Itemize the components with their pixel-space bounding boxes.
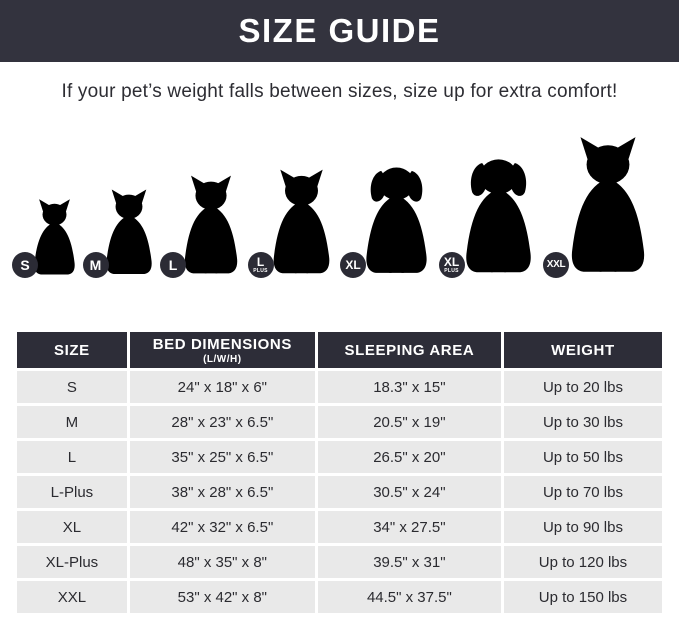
size-badge-m: [83, 252, 109, 278]
size-badge-label: L: [168, 257, 178, 273]
cell-size: XL-Plus: [17, 546, 127, 578]
page-title: SIZE GUIDE: [238, 12, 441, 49]
size-badge-xl-plus: [439, 252, 465, 278]
column-header-weight: WEIGHT: [504, 332, 662, 368]
cell-weight: Up to 120 lbs: [504, 546, 662, 578]
cell-bed-dimensions: 42" x 32" x 6.5": [130, 511, 315, 543]
cell-sleeping-area: 34" x 27.5": [318, 511, 501, 543]
cell-weight: Up to 70 lbs: [504, 476, 662, 508]
cell-weight: Up to 30 lbs: [504, 406, 662, 438]
cell-weight: Up to 50 lbs: [504, 441, 662, 473]
size-badge-sublabel: PLUS: [253, 267, 268, 274]
column-header-sublabel: (L/W/H): [203, 353, 242, 365]
column-header-bed-dimensions: [130, 332, 315, 368]
size-badge-label: L: [256, 254, 265, 269]
cell-size: XL: [17, 511, 127, 543]
cell-size: M: [17, 406, 127, 438]
dog-figure-small: [20, 198, 83, 278]
dog-doberman-image: [557, 135, 659, 278]
cell-bed-dimensions: 35" x 25" x 6.5": [130, 441, 315, 473]
size-badge-l: [160, 252, 186, 278]
table-row: [17, 511, 662, 543]
size-badge-l-plus: [248, 252, 274, 278]
cell-bed-dimensions: 28" x 23" x 6.5": [130, 406, 315, 438]
cell-size: L: [17, 441, 127, 473]
table-row: [17, 441, 662, 473]
cell-weight: Up to 150 lbs: [504, 581, 662, 613]
table-row: [17, 406, 662, 438]
dog-figure-xl-plus: [443, 150, 544, 278]
subtitle-text: If your pet’s weight falls between sizes, size up for extra comfort!: [61, 81, 618, 102]
dog-figure-medium: [89, 188, 161, 278]
dog-figure-xxl: [546, 135, 659, 278]
size-badge-label: M: [89, 257, 102, 273]
size-guide-table: [14, 329, 665, 616]
cell-size: S: [17, 371, 127, 403]
size-badge-label: XXL: [546, 259, 566, 270]
column-header-label: BED DIMENSIONS: [152, 335, 292, 353]
table-row: [17, 581, 662, 613]
size-badge-label: S: [20, 257, 30, 273]
dog-size-lineup: [0, 128, 679, 282]
cell-sleeping-area: 30.5" x 24": [318, 476, 501, 508]
cell-sleeping-area: 20.5" x 19": [318, 406, 501, 438]
cell-weight: Up to 20 lbs: [504, 371, 662, 403]
cell-sleeping-area: 18.3" x 15": [318, 371, 501, 403]
dog-labrador-image: [354, 159, 439, 278]
size-badge-s: [12, 252, 38, 278]
table-row: [17, 546, 662, 578]
banner: [0, 0, 679, 62]
table-row: [17, 371, 662, 403]
table-header-row: [17, 332, 662, 368]
cell-bed-dimensions: 53" x 42" x 8": [130, 581, 315, 613]
dog-figure-large-plus: [253, 168, 341, 278]
cell-weight: Up to 90 lbs: [504, 511, 662, 543]
column-header-size: SIZE: [17, 332, 127, 368]
size-badge-label: XL: [345, 258, 361, 272]
cell-sleeping-area: 44.5" x 37.5": [318, 581, 501, 613]
size-badge-xxl: [543, 252, 569, 278]
column-header-sleeping-area: SLEEPING AREA: [318, 332, 501, 368]
cell-size: XXL: [17, 581, 127, 613]
cell-sleeping-area: 26.5" x 20": [318, 441, 501, 473]
cell-size: L-Plus: [17, 476, 127, 508]
cell-bed-dimensions: 24" x 18" x 6": [130, 371, 315, 403]
size-badge-sublabel: PLUS: [444, 267, 459, 274]
size-badge-label: XL: [443, 254, 460, 269]
cell-bed-dimensions: 48" x 35" x 8": [130, 546, 315, 578]
cell-bed-dimensions: 38" x 28" x 6.5": [130, 476, 315, 508]
dog-figure-large: [168, 174, 248, 278]
dog-figure-xl: [345, 159, 439, 278]
size-badge-xl: [340, 252, 366, 278]
cell-sleeping-area: 39.5" x 31": [318, 546, 501, 578]
dog-golden-retriever-image: [453, 150, 544, 278]
table-row: [17, 476, 662, 508]
